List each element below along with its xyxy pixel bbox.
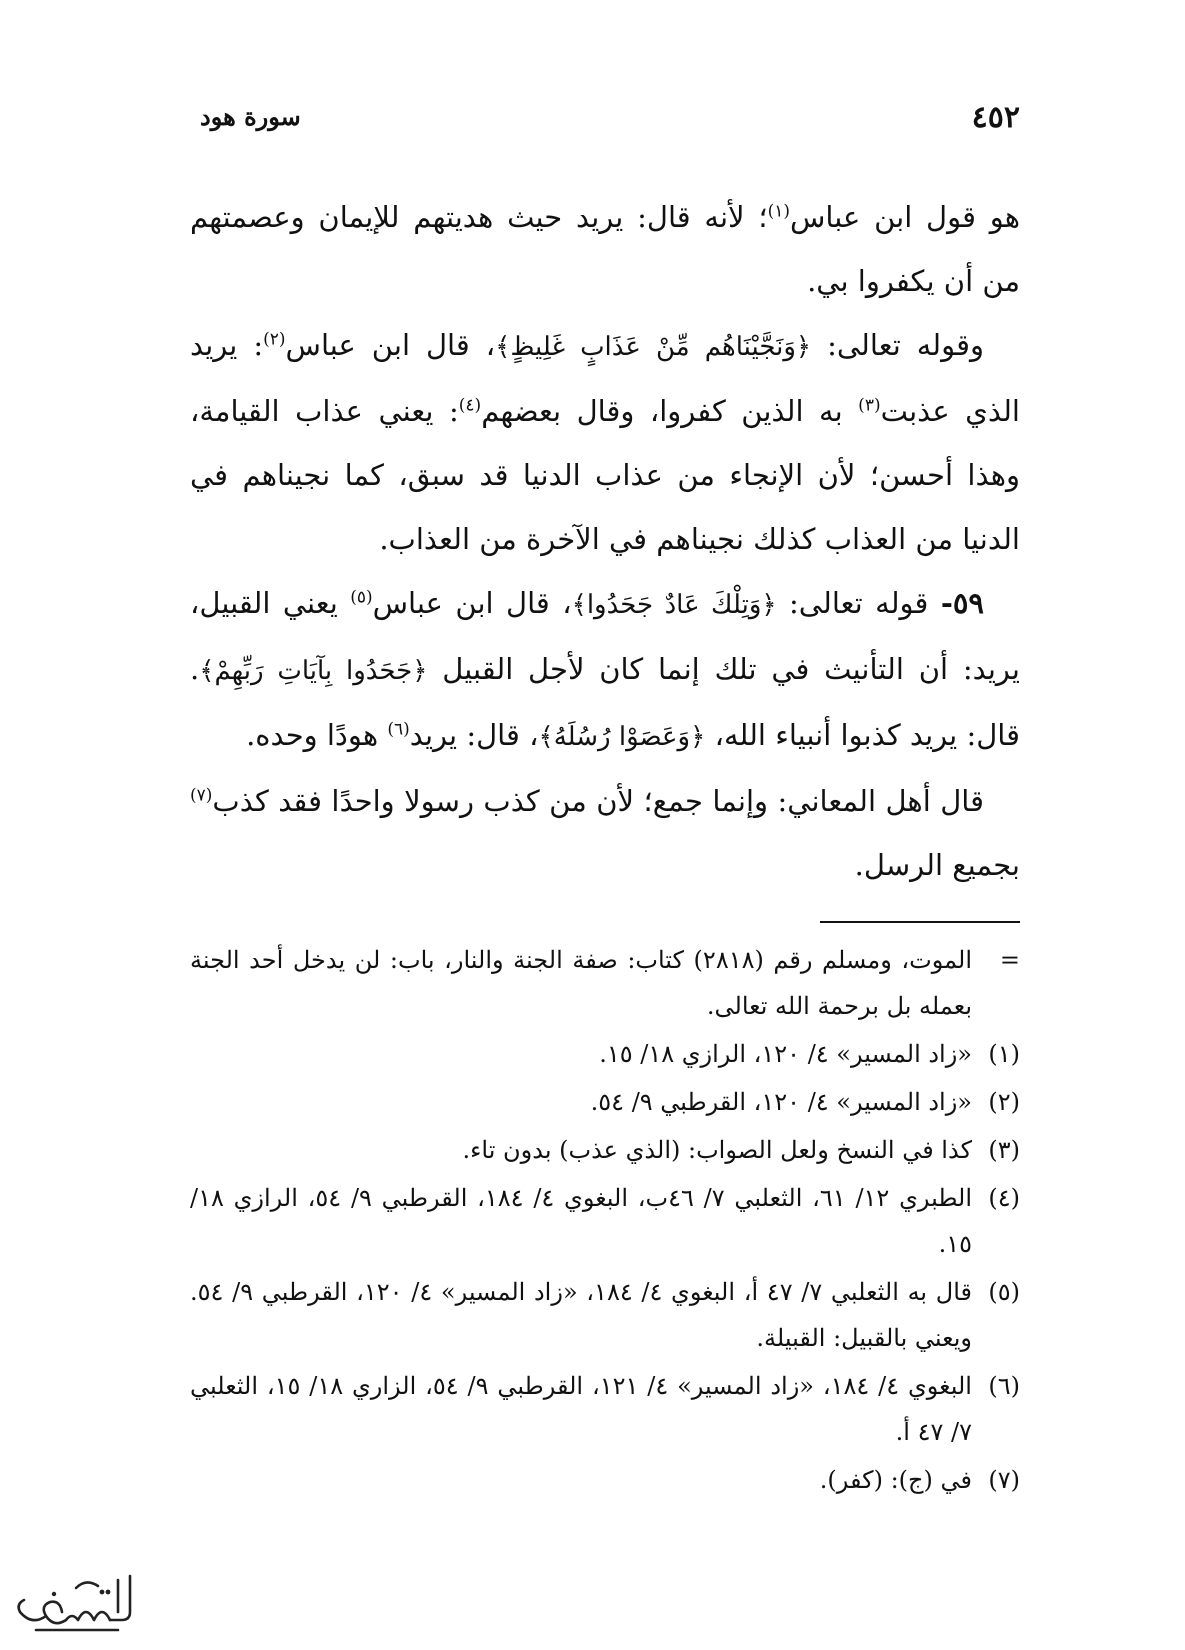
footnote-ref-1: (١) — [767, 201, 791, 222]
text-run: قال أهل المعاني: وإنما جمع؛ لأن من كذب رسولا واحدًا فقد كذب — [212, 784, 984, 818]
page-header — [200, 100, 1020, 140]
footnote-ref-3: (٣) — [858, 395, 881, 416]
text-run: ، قال: يريد — [409, 718, 539, 752]
footnote-text: الموت، ومسلم رقم (٢٨١٨) كتاب: صفة الجنة والنار، باب: لن يدخل أحد الجنة بعمله بل برحمة الله تعالى. — [190, 946, 972, 1020]
footnote-text: قال به الثعلبي ٧/ ٤٧ أ، البغوي ٤/ ١٨٤، «زاد المسير» ٤/ ١٢٠، القرطبي ٩/ ٥٤. ويعني بالقبيل: القبيلة. — [190, 1278, 973, 1352]
footnote-mark: (٧) — [988, 1466, 1020, 1494]
footnote-ref-2: (٢) — [263, 329, 286, 350]
text-run: قوله تعالى: — [776, 586, 941, 620]
quran-verse: ﴿وَنَجَّيْنَاهُم مِّنْ عَذَابٍ غَلِيظٍ﴾ — [495, 332, 812, 362]
footnote-mark: (٥) — [988, 1278, 1020, 1306]
footnote-mark: (٢) — [988, 1088, 1020, 1116]
footnote-mark: (٣) — [988, 1136, 1020, 1164]
running-title: سورة هود — [200, 102, 301, 131]
publisher-logo — [6, 1568, 146, 1638]
text-run: هودًا وحده. — [246, 718, 388, 752]
footnote-text: «زاد المسير» ٤/ ١٢٠، الرازي ١٨/ ١٥. — [599, 1040, 972, 1068]
footnote-text: الطبري ١٢/ ٦١، الثعلبي ٧/ ٤٦ب، البغوي ٤/ ١٨٤، القرطبي ٩/ ٥٤، الرازي ١٨/ ١٥. — [190, 1184, 973, 1258]
text-run: بجميع الرسل. — [854, 848, 1020, 882]
text-run: . قال: يريد كذبوا أنبياء الله، — [190, 652, 1020, 752]
footnote-text: في (ج): (كفر). — [819, 1466, 972, 1494]
paragraph-3 — [190, 571, 1020, 769]
footnote-item — [190, 1031, 1020, 1077]
footnote-item — [190, 1269, 1020, 1361]
footnote-item — [190, 1079, 1020, 1125]
footnote-text: «زاد المسير» ٤/ ١٢٠، القرطبي ٩/ ٥٤. — [590, 1088, 972, 1116]
footnote-mark: (٤) — [988, 1184, 1020, 1212]
footnote-ref-7: (٧) — [190, 785, 213, 806]
paragraph-1 — [190, 185, 1020, 313]
footnote-mark: (٦) — [988, 1372, 1020, 1400]
text-run: ، قال ابن عباس — [285, 328, 496, 362]
footnote-item — [190, 1175, 1020, 1267]
footnote-item — [190, 1457, 1020, 1503]
footnote-ref-6: (٦) — [387, 719, 410, 740]
footnote-mark: (١) — [988, 1040, 1020, 1068]
text-run: هو قول ابن عباس — [790, 200, 1021, 234]
text-run: : يعني عذاب القيامة، وهذا أحسن؛ لأن الإنجاء من عذاب الدنيا قد سبق، كما نجيناهم في الدنيا من العذاب كذلك نجيناهم في الآخرة من العذاب. — [190, 394, 1020, 556]
text-run: يعني القبيل، يريد: أن التأنيث في تلك إنما كان لأجل القبيل — [190, 586, 1020, 686]
footnote-item — [190, 937, 1020, 1029]
footnote-text: البغوي ٤/ ١٨٤، «زاد المسير» ٤/ ١٢١، القرطبي ٩/ ٥٤، الزاري ١٨/ ١٥، الثعلبي ٧/ ٤٧ أ. — [190, 1372, 972, 1446]
text-run: ، قال ابن عباس — [372, 586, 572, 620]
text-run: به الذين كفروا، وقال بعضهم — [481, 394, 859, 428]
paragraph-2 — [190, 313, 1020, 571]
quran-verse: ﴿وَتِلْكَ عَادٌ جَحَدُوا﴾ — [571, 590, 777, 620]
text-run: : يريد الذي عذبت — [190, 328, 1020, 428]
footnote-separator — [820, 921, 1020, 923]
text-run: وقوله تعالى: — [811, 328, 984, 362]
footnote-item — [190, 1363, 1020, 1455]
paragraph-4 — [190, 769, 1020, 897]
text-run: ؛ لأنه قال: يريد حيث هديتهم للإيمان وعصمتهم من أن يكفروا بي. — [190, 200, 1020, 298]
main-text — [190, 185, 1020, 897]
footnotes — [190, 937, 1020, 1505]
quran-verse: ﴿جَحَدُوا بِآيَاتِ رَبِّهِمْ﴾ — [199, 656, 428, 686]
page-number: ٤٥٢ — [971, 100, 1020, 135]
footnote-item — [190, 1127, 1020, 1173]
footnote-text: كذا في النسخ ولعل الصواب: (الذي عذب) بدون تاء. — [462, 1136, 972, 1164]
footnote-mark: = — [999, 946, 1020, 974]
footnote-ref-5: (٥) — [350, 587, 373, 608]
verse-number: ٥٩- — [940, 586, 985, 620]
footnote-ref-4: (٤) — [458, 395, 482, 416]
quran-verse: ﴿وَعَصَوْا رُسُلَهُ﴾ — [538, 722, 706, 752]
